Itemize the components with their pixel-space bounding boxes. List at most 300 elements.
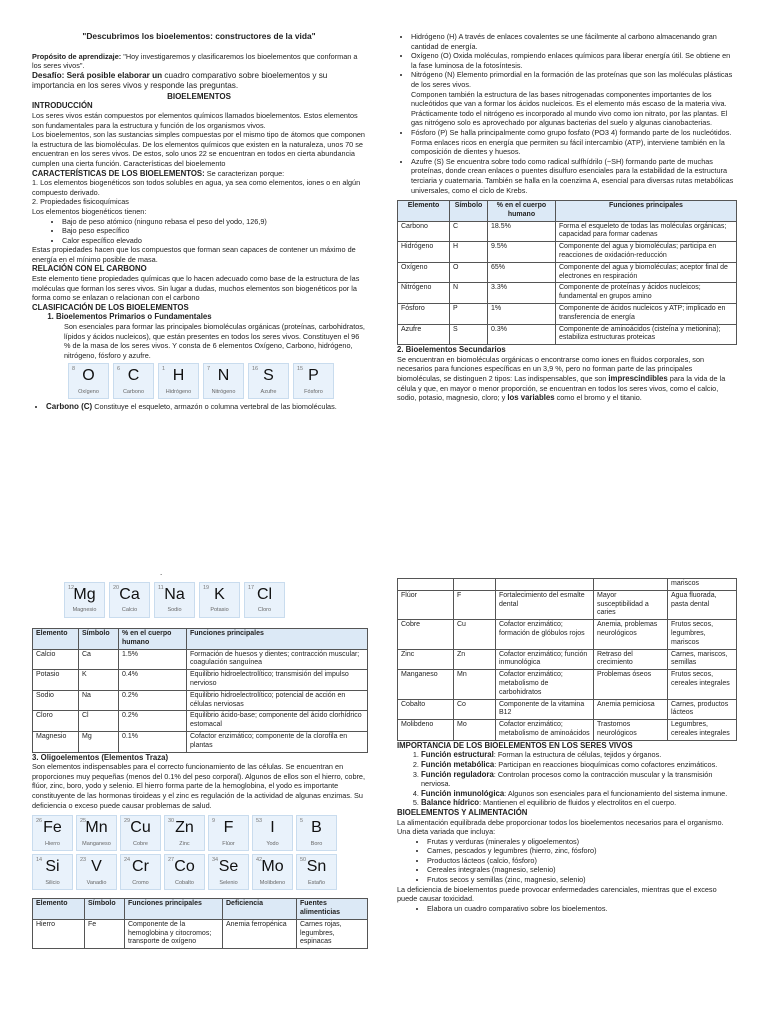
document-title: "Descubrimos los bioelementos: constructores de la vida": [82, 31, 316, 41]
element-tile-fluorine: [208, 815, 249, 851]
table-row: [33, 670, 368, 691]
element-name: Oxígeno: [78, 388, 99, 395]
atomic-number: 16: [252, 366, 259, 373]
alimentacion-bullets: [397, 837, 737, 885]
element-name: Hierro: [45, 840, 60, 847]
oligo-element-tiles-row-1: [32, 815, 368, 851]
atomic-number: 9: [212, 818, 216, 825]
purpose: [32, 52, 366, 71]
element-symbol: Na: [164, 586, 185, 603]
oligo-elements-table-part-1: [32, 898, 368, 949]
table-cell: Componente de proteínas y ácidos nucleicos; fundamental en grupos amino: [556, 283, 737, 304]
element-tile-chromium: [120, 854, 161, 890]
table-cell: F: [454, 590, 496, 619]
table-cell: C: [450, 221, 488, 242]
element-name: Vanadio: [86, 879, 107, 886]
table-cell: Calcio: [33, 649, 79, 670]
element-tile-vanadium: [76, 854, 117, 890]
list-item: • Bajo peso específico: [62, 226, 366, 236]
table-row: [398, 590, 737, 619]
atomic-number: 34: [212, 857, 219, 864]
element-symbol: Cr: [132, 858, 149, 876]
element-name: Fósforo: [304, 388, 323, 395]
secondary-element-tiles: [64, 582, 368, 618]
table-cell: Equilibrio ácido-base; componente del ácido clorhídrico estomacal: [187, 711, 368, 732]
element-symbol: Ca: [119, 586, 140, 603]
table-cell: Carbono: [398, 221, 450, 242]
list-item: • Frutos secos y semillas (zinc, magnesio, selenio): [427, 875, 737, 885]
table-cell: Flúor: [398, 590, 454, 619]
secundarios-heading: 2. Bioelementos Secundarios: [397, 345, 506, 355]
table-row: [398, 262, 737, 283]
element-name: Carbono: [122, 388, 145, 395]
element-tile-manganese: [76, 815, 117, 851]
element-name: Cobre: [133, 840, 148, 847]
clasif-list: [32, 312, 366, 322]
list-item: [421, 770, 737, 789]
element-symbol: B: [311, 819, 322, 837]
element-name: Flúor: [222, 840, 235, 847]
element-symbol: I: [270, 819, 275, 837]
column-header: Símbolo: [85, 899, 125, 920]
importancia-label: Función estructural: [421, 750, 494, 760]
primary-element-tiles: [68, 363, 366, 399]
table-cell: 0.2%: [119, 711, 187, 732]
list-item: • Hidrógeno (H) A través de enlaces covalentes se une fácilmente al carbono almacenando gran cantidad de energía.: [411, 32, 737, 51]
secundarios-text-2: para la vida de la célula y que, en mayor o menor proporción, se encuentran en todos los seres vivos, como el calcio, sodio, potasio, magnesio, cloro; y: [397, 374, 726, 403]
element-symbol: C: [127, 367, 140, 385]
nitrogen-text: Nitrógeno (N) Elemento primordial en la formación de las proteínas que son las moléculas plásticas de los seres vivos.: [411, 70, 733, 89]
clasif-sub1-text: Son esenciales para formar las principales biomoléculas orgánicas (proteínas, carbohidratos, lípidos y ácidos nucleicos), que están presentes en todos los seres vivos. Constituyen el 96 % de la masa de los seres vivos. Y consta de 6 elementos Oxígeno, Carbono, hidrógeno, nitrógeno, fósforo y azufre.: [64, 322, 365, 360]
table-cell: 0.1%: [119, 731, 187, 752]
element-symbol: O: [82, 367, 95, 385]
table-cell: 0.2%: [119, 690, 187, 711]
table-cell: 1.5%: [119, 649, 187, 670]
table-cell: Fósforo: [398, 304, 450, 325]
table-cell: 0.3%: [488, 324, 556, 345]
element-symbol: P: [308, 367, 319, 385]
column-header: Funciones principales: [187, 629, 368, 650]
table-cell: Azufre: [398, 324, 450, 345]
list-item: • Calor específico elevado: [62, 236, 366, 246]
importancia-list: [397, 750, 737, 808]
intro-paragraph-2: Los bioelementos, son las sustancias simples compuestas por el mismo tipo de átomos que componen la estructura de las biomoléculas. De los elementos químicos que existen en la naturaleza, unos 70 se encuentran en los seres vivos. De estos, solo unos 22 se encuentran en todos en cierta abundancia cumplen una cierta función. Características del bioelemento: [32, 130, 365, 168]
carbono-bullet-text: Constituye el esqueleto, armazón o columna vertebral de las biomoléculas.: [92, 402, 337, 412]
table-cell: Mo: [454, 720, 496, 741]
importancia-text: : Algunos son esenciales para el funcionamiento del sistema inmune.: [504, 788, 728, 798]
table-cell: Componente de aminoácidos (cisteína y metionina); estabiliza estructuras proteicas: [556, 324, 737, 345]
table-cell: S: [450, 324, 488, 345]
atomic-number: 17: [248, 585, 255, 591]
atomic-number: 19: [203, 585, 210, 591]
table-header-row: [33, 899, 368, 920]
element-tile-nitrogen: [203, 363, 244, 399]
element-tile-selenium: [208, 854, 249, 890]
clasif-heading: CLASIFICACIÓN DE LOS BIOELEMENTOS: [32, 302, 189, 312]
table-cell: Cloro: [33, 711, 79, 732]
table-cell: Retraso del crecimiento: [594, 649, 668, 670]
clasif-sub1: 1. Bioelementos Primarios o Fundamentales: [56, 312, 366, 322]
importancia-label: Función inmunológica: [421, 788, 505, 798]
table-cell: Molibdeno: [398, 720, 454, 741]
table-row: [33, 731, 368, 752]
list-item: [421, 798, 737, 808]
element-name: Nitrógeno: [211, 388, 236, 395]
table-cell: Na: [79, 690, 119, 711]
table-cell: Cofactor enzimático; metabolismo de carbohidratos: [496, 670, 594, 699]
caract-line-1: 1. Los elementos biogenéticos son todos solubles en agua, ya sea como elementos, iones o en algún compuesto derivado.: [32, 178, 361, 197]
table-row: [398, 699, 737, 720]
element-symbol: H: [172, 367, 185, 385]
element-tile-chlorine: [244, 582, 285, 618]
element-tile-boron: [296, 815, 337, 851]
table-cell: Cl: [79, 711, 119, 732]
element-name: Cobalto: [175, 879, 194, 886]
carbono-text: Este elemento tiene propiedades químicas que lo hacen adecuado como base de la estructura de las moléculas que forman los seres vivos. Sin lugar a dudas, muchos elementos son biogenéticos por la forma como se enlazan o relacionan con el carbono: [32, 274, 360, 303]
element-symbol: F: [223, 819, 234, 837]
element-name: Cloro: [257, 607, 272, 614]
atomic-number: 11: [158, 585, 164, 591]
table-cell: Componente del agua y biomoléculas; aceptor final de electrones en respiración: [556, 262, 737, 283]
table-cell: Oxígeno: [398, 262, 450, 283]
table-cell: Zn: [454, 649, 496, 670]
table-cell: Co: [454, 699, 496, 720]
challenge-text: cuadro comparativo sobre bioelementos y su importancia en los seres vivos y responde las preguntas.: [32, 70, 328, 91]
table-row: [33, 649, 368, 670]
atomic-number: 50: [300, 857, 307, 864]
element-tile-copper: [120, 815, 161, 851]
alimentacion-text: La alimentación equilibrada debe proporcionar todos los bioelementos necesarios para el organismo. Una dieta variada que incluya:: [397, 817, 724, 837]
column-header: Elemento: [398, 201, 450, 222]
carbono-bullet-list: [32, 402, 366, 412]
element-tile-calcium: [109, 582, 150, 618]
table-cell: Mg: [79, 731, 119, 752]
importancia-label: Función reguladora: [421, 769, 494, 779]
column-header: % en el cuerpo humano: [488, 201, 556, 222]
element-name: Manganeso: [82, 840, 111, 847]
element-symbol: Si: [45, 858, 60, 876]
list-item: [46, 402, 366, 412]
list-item: • Fósforo (P) Se halla principalmente como grupo fosfato (PO3 4) formando parte de los nucleótidos. Forma enlaces ricos en energía que permiten su fácil intercambio (ATP), interviene también en la composición de dientes y huesos.: [411, 128, 737, 157]
table-cell: Mayor susceptibilidad a caries: [594, 590, 668, 619]
column-header: Símbolo: [79, 629, 119, 650]
list-item: • Elabora un cuadro comparativo sobre los bioelementos.: [427, 904, 737, 914]
table-cell: Cofactor enzimático; función inmunológica: [496, 649, 594, 670]
caract-bullets: [32, 217, 366, 246]
page-2-right-column: [397, 578, 737, 913]
table-cell: Componente del agua y biomoléculas; participa en reacciones de oxidación-reducción: [556, 242, 737, 263]
secundarios-bold-1: imprescindibles: [608, 374, 668, 384]
element-symbol: Mg: [73, 586, 96, 603]
table-row: [398, 283, 737, 304]
table-cell: Frutos secos, legumbres, mariscos: [668, 620, 737, 649]
table-cell: P: [450, 304, 488, 325]
importancia-text: : Forman la estructura de células, tejidos y órganos.: [493, 750, 662, 760]
table-row: [33, 711, 368, 732]
table-cell: Forma el esqueleto de todas las moléculas orgánicas; capacidad para formar cadenas: [556, 221, 737, 242]
element-tile-cobalt: [164, 854, 205, 890]
table-cell: K: [79, 670, 119, 691]
element-name: Zinc: [179, 840, 190, 847]
table-cell: N: [450, 283, 488, 304]
importancia-text: : Controlan procesos como la contracción muscular y la transmisión nerviosa.: [421, 769, 713, 789]
table-cell: 0.4%: [119, 670, 187, 691]
table-cell: mariscos: [668, 579, 737, 591]
page-1-left-column: [32, 32, 366, 412]
element-name: Azufre: [260, 388, 277, 395]
element-tile-iodine: [252, 815, 293, 851]
table-cell: Problemas óseos: [594, 670, 668, 699]
importancia-heading: IMPORTANCIA DE LOS BIOELEMENTOS EN LOS SERES VIVOS: [397, 740, 633, 750]
table-cell: Carnes, productos lácteos: [668, 699, 737, 720]
table-cell: Sodio: [33, 690, 79, 711]
table-cell: H: [450, 242, 488, 263]
element-name: Magnesio: [72, 607, 97, 614]
atomic-number: 6: [117, 366, 121, 373]
table-cell: 65%: [488, 262, 556, 283]
table-header-row: [398, 201, 737, 222]
element-tile-sulfur: [248, 363, 289, 399]
element-name: Calcio: [121, 607, 138, 614]
table-cell: Formación de huesos y dientes; contracción muscular; coagulación sanguínea: [187, 649, 368, 670]
table-cell: Fortalecimiento del esmalte dental: [496, 590, 594, 619]
element-tile-tin: [296, 854, 337, 890]
page-1-right-column: [397, 32, 737, 403]
table-row: [398, 242, 737, 263]
challenge: [32, 71, 366, 92]
table-row: [33, 919, 368, 948]
list-item: • Azufre (S) Se encuentra sobre todo como radical sulfhídrilo (−SH) formando parte de muchas proteínas, donde crean enlaces o puentes disulfuro esenciales para la estabilidad de la estructura terciaria y cuaternaria. También se halla en la coenzima A, esencial para diversas rutas metabólicas universales, como el ciclo de Krebs.: [411, 157, 737, 195]
element-symbol: S: [263, 367, 274, 385]
atomic-number: 53: [256, 818, 263, 825]
caract-heading: CARACTERÍSTICAS DE LOS BIOELEMENTOS:: [32, 168, 205, 178]
element-name: Cromo: [132, 879, 149, 886]
table-cell: Equilibrio hidroelectrolítico; transmisión del impulso nervioso: [187, 670, 368, 691]
column-header: Deficiencia: [223, 899, 297, 920]
caract-line-3: Los elementos biogenéticos tienen:: [32, 206, 147, 216]
table-cell: Hierro: [33, 919, 85, 948]
table-cell: Mn: [454, 670, 496, 699]
table-cell: Hidrógeno: [398, 242, 450, 263]
atomic-number: 26: [36, 818, 43, 825]
element-name: Sodio: [167, 607, 182, 614]
caract-section: [32, 169, 366, 179]
table-row: [398, 720, 737, 741]
list-item: [411, 70, 737, 128]
element-symbol: Mn: [85, 819, 108, 837]
element-name: Estaño: [307, 879, 326, 886]
list-item: • Bajo de peso atómico (ninguno rebasa el peso del yodo, 126,9): [62, 217, 366, 227]
table-cell: Anemia, problemas neurológicos: [594, 620, 668, 649]
page-2-left-column: [32, 568, 368, 949]
table-cell: Carnes, mariscos, semillas: [668, 649, 737, 670]
element-symbol: Fe: [43, 819, 62, 837]
table-cell: Ca: [79, 649, 119, 670]
list-item: • Oxígeno (O) Oxida moléculas, rompiendo enlaces químicos para liberar energía útil. Se obtiene en la fase luminosa de la fotosíntesis.: [411, 51, 737, 70]
table-cell: Nitrógeno: [398, 283, 450, 304]
importancia-text: : Participan en reacciones bioquímicas como cofactores enzimáticos.: [494, 759, 718, 769]
importancia-label: Balance hídrico: [421, 798, 480, 808]
oligo-elements-table-part-2: [397, 578, 737, 741]
table-cell: Fe: [85, 919, 125, 948]
table-cell: Potasio: [33, 670, 79, 691]
table-row: [398, 324, 737, 345]
challenge-label: Desafío: Será posible elaborar un: [32, 70, 163, 80]
element-name: Selenio: [219, 879, 238, 886]
secondary-elements-table: [32, 628, 368, 753]
table-cell: Equilibrio hidroelectrolítico; potencial de acción en células nerviosas: [187, 690, 368, 711]
atomic-number: 30: [168, 818, 175, 825]
table-cell: Anemia ferropénica: [223, 919, 297, 948]
oligo-text: Son elementos indispensables para el correcto funcionamiento de las células. Se encuentran en proporciones muy pequeñas (menos del 0.1% del peso corporal). Algunos de ellos son el hierro, cobre, flúor, zinc, boro, yodo y selenio. El hierro forma parte de la hemoglobina, el yodo es importante constituyente de las hormonas tiroideas y el zinc es regulación de la actividad de algunas enzimas. Su deficiencia o exceso puede causar problemas de salud.: [32, 762, 366, 810]
table-cell: 18.5%: [488, 221, 556, 242]
table-cell: Anemia perniciosa: [594, 699, 668, 720]
nitrogen-extra-text: Componen también la estructura de las bases nitrogenadas componentes importantes de los nucleótidos que van a formar los ácidos nucleicos. Es el elemento más escaso de la materia viva. Prácticamente todo el nitrógeno es incorporado al mundo vivo como ion nitrato, por las plantas. El gas nitrógeno solo es aprovechado por algunas bacterias del suelo y algunas cianobacterias.: [411, 89, 728, 128]
element-symbol: Sn: [306, 858, 327, 876]
element-symbol: Cu: [130, 819, 151, 837]
element-symbol: Zn: [175, 819, 194, 837]
table-cell: Manganeso: [398, 670, 454, 699]
element-symbol: V: [91, 858, 102, 876]
dot-mark: .: [160, 568, 163, 577]
atomic-number: 42: [256, 857, 263, 864]
element-tile-zinc: [164, 815, 205, 851]
purpose-text: "Hoy investigaremos y clasificaremos los bioelementos que conforman a los seres vivos".: [32, 51, 358, 71]
element-symbol: Mo: [261, 858, 284, 876]
element-symbol: Co: [174, 858, 195, 876]
column-header: % en el cuerpo humano: [119, 629, 187, 650]
secundarios-text-3: como el bromo y el titanio.: [554, 393, 642, 403]
intro-paragraph-1: Los seres vivos están compuestos por elementos químicos llamados bioelementos. Estos elementos son fundamentales para la estructura y función de los organismos vivos.: [32, 110, 358, 130]
list-item: • Carnes, pescados y legumbres (hierro, zinc, fósforo): [427, 846, 737, 856]
atomic-number: 24: [124, 857, 131, 864]
atomic-number: 20: [113, 585, 120, 591]
list-item: [421, 789, 737, 799]
list-item: [421, 750, 737, 760]
table-row: [398, 304, 737, 325]
list-item: • Frutas y verduras (minerales y oligoelementos): [427, 837, 737, 847]
caract-heading-tail: Se caracterizan porque:: [204, 168, 285, 178]
table-cell: Zinc: [398, 649, 454, 670]
table-cell: Trastornos neurológicos: [594, 720, 668, 741]
column-header: Elemento: [33, 899, 85, 920]
importancia-text: : Mantienen el equilibrio de fluidos y electrolitos en el cuerpo.: [479, 798, 677, 808]
element-name: Boro: [310, 840, 323, 847]
element-tile-oxygen: [68, 363, 109, 399]
secundarios-text-1: Se encuentran en biomoléculas orgánicas o encontrarse como iones en fluidos corporales, son necesarios para funciones específicas en un 3,9 %, pero no forman parte de las principales biomoléculas, se distinguen 2 tipos: Las indispensables, que son: [397, 354, 705, 384]
table-cell: Componente de ácidos nucleicos y ATP; implicado en transferencia de energía: [556, 304, 737, 325]
caract-line-2: 2. Propiedades fisicoquímicas: [32, 197, 129, 207]
secundarios-bold-2: los variables: [507, 393, 555, 403]
table-row: [33, 690, 368, 711]
list-item: • Productos lácteos (calcio, fósforo): [427, 856, 737, 866]
table-cell: Magnesio: [33, 731, 79, 752]
element-tile-molybdenum: [252, 854, 293, 890]
table-cell: 9.5%: [488, 242, 556, 263]
atomic-number: 15: [297, 366, 304, 373]
atomic-number: 29: [124, 818, 131, 825]
purpose-label: Propósito de aprendizaje:: [32, 51, 122, 61]
table-row: [398, 649, 737, 670]
element-tile-potassium: [199, 582, 240, 618]
table-cell: 1%: [488, 304, 556, 325]
primary-elements-table: [397, 200, 737, 345]
atomic-number: 8: [72, 366, 76, 373]
atomic-number: 5: [300, 818, 304, 825]
element-name: Silicio: [45, 879, 60, 886]
element-symbol: Se: [218, 858, 239, 876]
element-name: Molibdeno: [259, 879, 286, 886]
element-symbol: Cl: [256, 586, 273, 603]
list-item: • Cereales integrales (magnesio, selenio): [427, 865, 737, 875]
table-cell: Frutos secos, cereales integrales: [668, 670, 737, 699]
table-row: [398, 579, 737, 591]
alimentacion-heading: BIOELEMENTOS Y ALIMENTACIÓN: [397, 807, 528, 817]
carbono-heading: RELACIÓN CON EL CARBONO: [32, 264, 147, 274]
intro-heading: INTRODUCCIÓN: [32, 101, 93, 111]
table-row: [398, 221, 737, 242]
task-bullet-list: [397, 904, 737, 914]
element-name: Yodo: [266, 840, 279, 847]
table-cell: Agua fluorada, pasta dental: [668, 590, 737, 619]
table-cell: O: [450, 262, 488, 283]
table-cell: Cobre: [398, 620, 454, 649]
carbono-bullet-label: Carbono (C): [46, 402, 93, 412]
section-heading-bioelementos: BIOELEMENTOS: [167, 91, 231, 101]
element-tile-sodium: [154, 582, 195, 618]
table-row: [398, 620, 737, 649]
table-cell: Componente de la hemoglobina y citocromos; transporte de oxígeno: [125, 919, 223, 948]
table-cell: Cofactor enzimático; componente de la clorofila en plantas: [187, 731, 368, 752]
importancia-label: Función metabólica: [421, 759, 495, 769]
element-tile-carbon: [113, 363, 154, 399]
atomic-number: 25: [80, 818, 87, 825]
atomic-number: 7: [207, 366, 211, 373]
table-cell: Cofactor enzimático; formación de glóbulos rojos: [496, 620, 594, 649]
atomic-number: 23: [80, 857, 87, 864]
column-header: Elemento: [33, 629, 79, 650]
table-cell: Cofactor enzimático; metabolismo de aminoácidos: [496, 720, 594, 741]
table-cell: Carnes rojas, legumbres, espinacas: [297, 919, 368, 948]
column-header: Fuentes alimenticias: [297, 899, 368, 920]
alimentacion-text-2: La deficiencia de bioelementos puede provocar enfermedades carenciales, mientras que el exceso puede causar toxicidad.: [397, 884, 717, 904]
oligo-element-tiles-row-2: [32, 854, 368, 890]
column-header: Funciones principales: [556, 201, 737, 222]
table-cell: 3.3%: [488, 283, 556, 304]
atomic-number: 12: [68, 585, 75, 591]
column-header: Símbolo: [450, 201, 488, 222]
table-cell: Componente de la vitamina B12: [496, 699, 594, 720]
element-name: Hidrógeno: [165, 388, 192, 395]
table-cell: Legumbres, cereales integrales: [668, 720, 737, 741]
atomic-number: 14: [36, 857, 43, 864]
caract-paragraph-end: Estas propiedades hacen que los compuestos que forman sean capaces de contener un máximo de energía en el mínimo posible de masa.: [32, 245, 356, 264]
element-symbol: K: [214, 586, 225, 603]
element-tile-hydrogen: [158, 363, 199, 399]
table-row: [398, 670, 737, 699]
table-header-row: [33, 629, 368, 650]
list-item: [421, 760, 737, 770]
element-tile-phosphorus: [293, 363, 334, 399]
element-tile-magnesium: [64, 582, 105, 618]
table-cell: Cu: [454, 620, 496, 649]
oligo-heading: 3. Oligoelementos (Elementos Traza): [32, 752, 169, 762]
secundarios-text: [397, 355, 737, 403]
element-bullets: [397, 32, 737, 195]
element-symbol: N: [217, 367, 230, 385]
element-tile-silicon: [32, 854, 73, 890]
element-tile-iron: [32, 815, 73, 851]
